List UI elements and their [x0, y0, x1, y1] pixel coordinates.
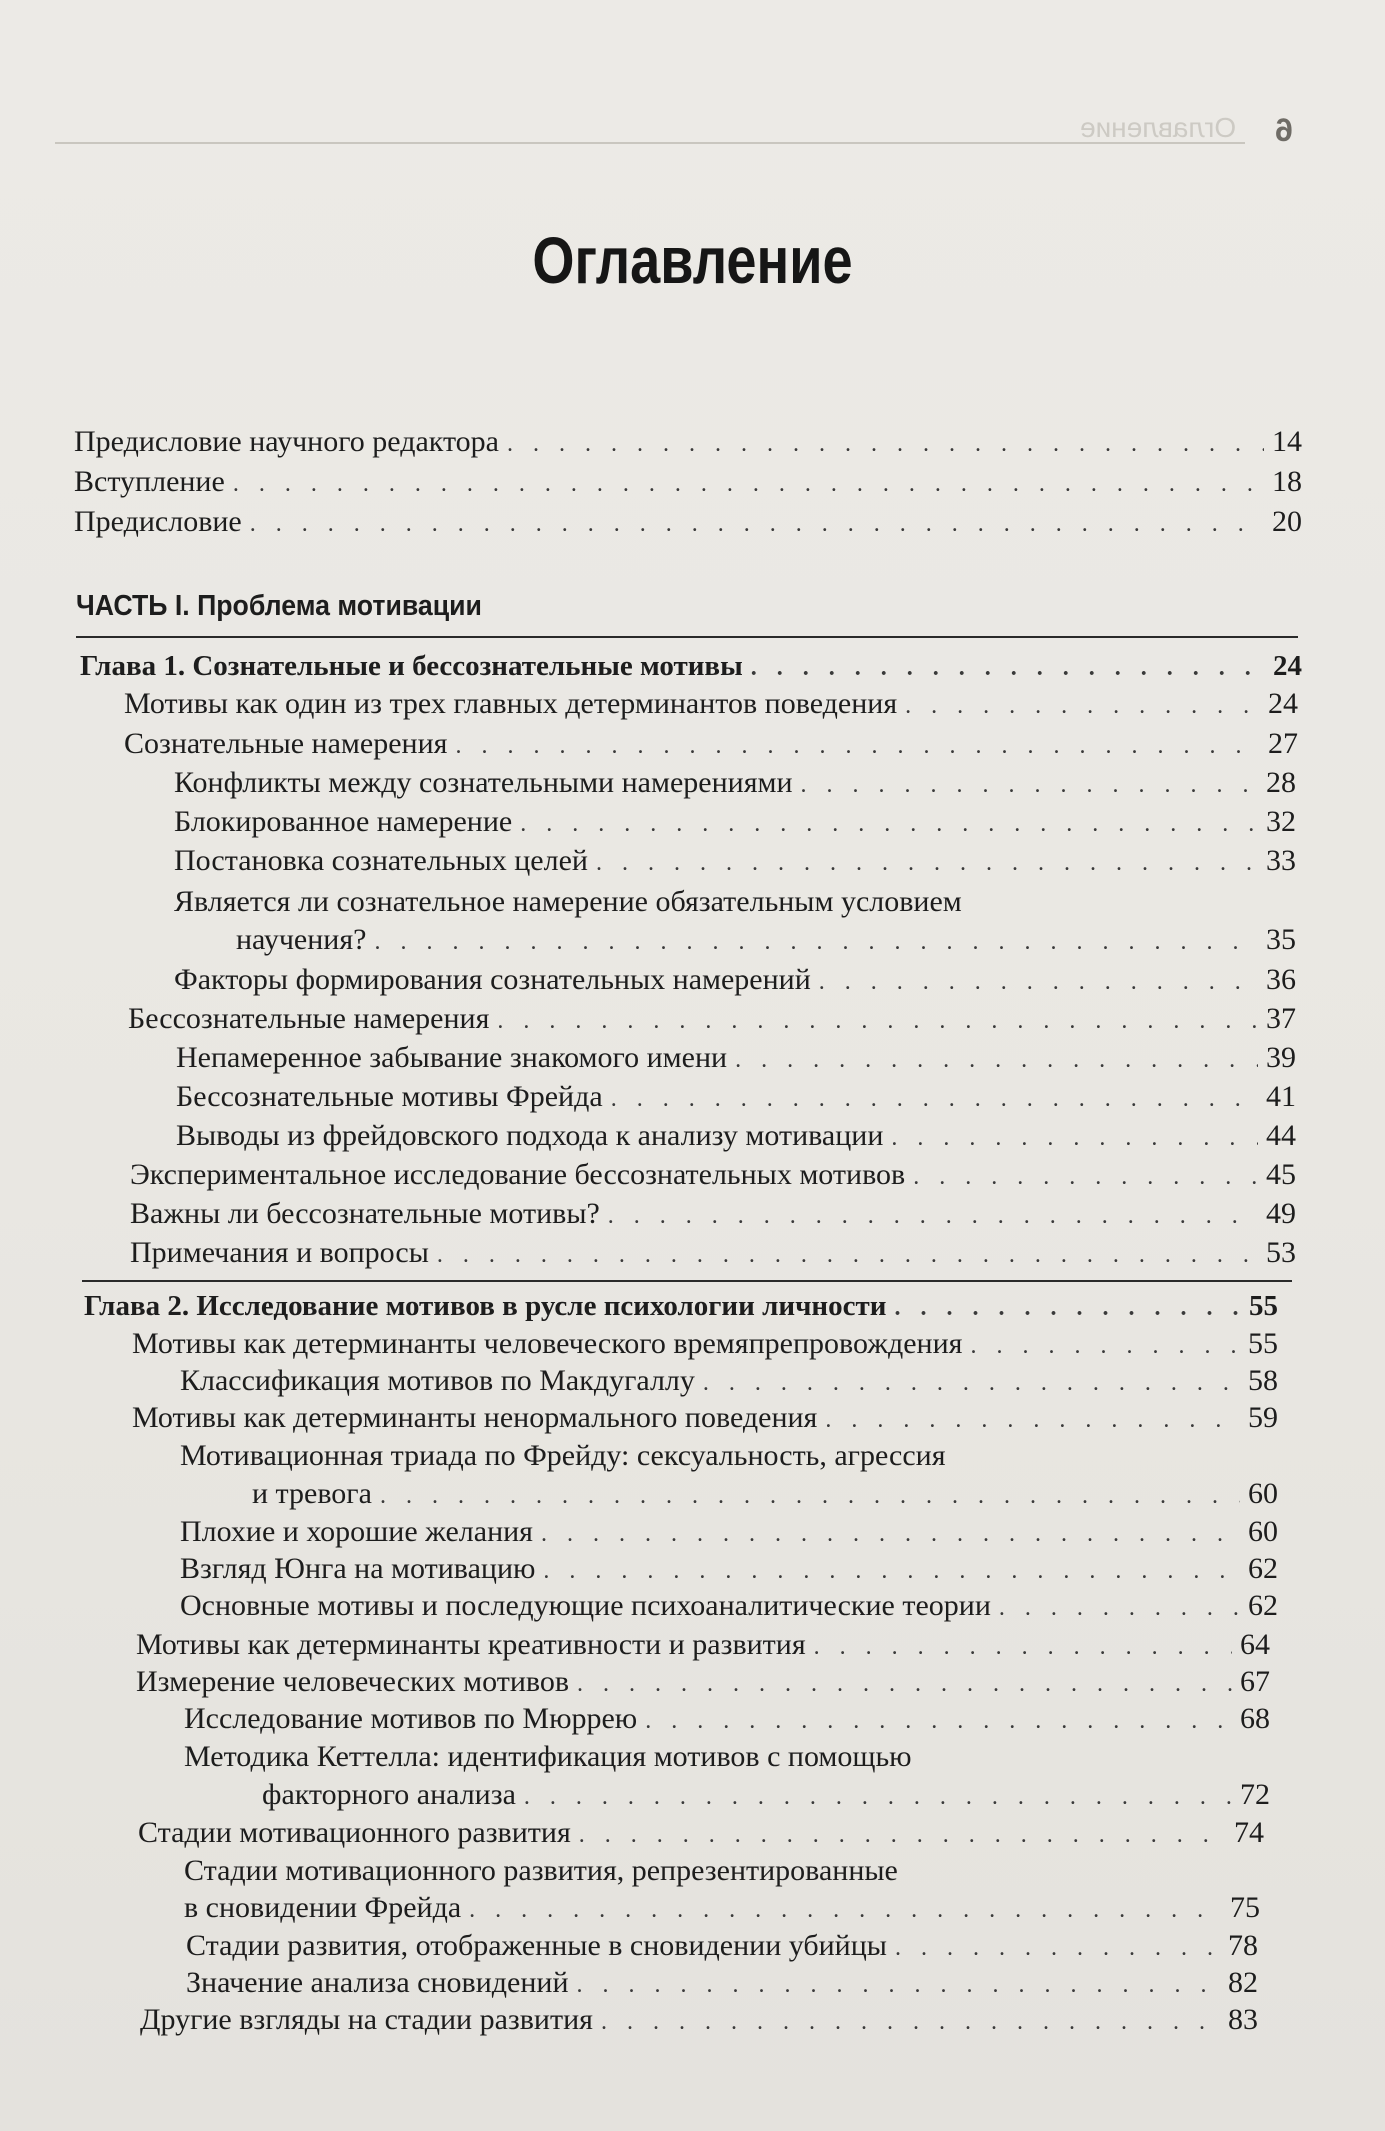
dot-leader: [577, 1967, 1221, 2003]
toc-entry-page: 32: [1266, 805, 1296, 838]
toc-entry: [176, 1079, 1296, 1117]
dot-leader: [579, 1817, 1226, 1853]
toc-entry: [236, 922, 1296, 960]
dot-leader: [645, 1703, 1232, 1739]
toc-entry-page: 27: [1268, 727, 1298, 760]
toc-entry: [132, 1400, 1278, 1438]
toc-entry: [140, 2002, 1258, 2040]
toc-entry-page: 60: [1248, 1477, 1278, 1510]
toc-entry-page: 55: [1248, 1327, 1278, 1360]
toc-entry: [184, 1890, 1260, 1928]
toc-entry-page: 28: [1266, 766, 1296, 799]
dot-leader: [801, 767, 1258, 803]
toc-entry-title: Мотивационная триада по Фрейду: сексуальность, агрессия: [180, 1439, 946, 1472]
dot-leader: [455, 728, 1260, 764]
toc-entry-title: Значение анализа сновидений: [186, 1966, 569, 1999]
toc-entry-title: Классификация мотивов по Макдугаллу: [180, 1364, 695, 1397]
dot-leader: [543, 1553, 1240, 1589]
toc-entry-title: Мотивы как детерминанты человеческого времяпрепровождения: [132, 1327, 963, 1360]
toc-entry-title: Вступление: [74, 465, 225, 498]
toc-entry-page: 36: [1266, 963, 1296, 996]
toc-entry-page: 62: [1248, 1552, 1278, 1585]
dot-leader: [524, 1779, 1232, 1815]
toc-entry-page: 39: [1266, 1041, 1296, 1074]
toc-entry-page: 64: [1240, 1628, 1270, 1661]
toc-entry: [186, 1965, 1258, 2003]
toc-entry-title: Бессознательные намерения: [128, 1002, 490, 1035]
toc-entry-title-continued: и тревога: [252, 1477, 372, 1510]
toc-entry-title: Стадии развития, отображенные в сновидении убийцы: [186, 1929, 887, 1962]
toc-entry-title: Факторы формирования сознательных намерений: [174, 963, 811, 996]
toc-entry-title: Конфликты между сознательными намерениями: [174, 766, 793, 799]
toc-entry-title: Стадии мотивационного развития, репрезентированные: [184, 1854, 898, 1887]
dot-leader: [819, 964, 1258, 1000]
dot-leader: [913, 1159, 1258, 1195]
toc-entry: [74, 464, 1302, 502]
toc-entry: [74, 424, 1302, 462]
toc-entry-title: Выводы из фрейдовского подхода к анализу мотивации: [176, 1119, 884, 1152]
dot-leader: [703, 1365, 1240, 1401]
toc-entry-title-continued: факторного анализа: [262, 1778, 516, 1811]
toc-entry: [176, 1040, 1296, 1078]
chapter-title: Глава 1. Сознательные и бессознательные мотивы: [80, 650, 743, 682]
toc-entry-title: Мотивы как один из трех главных детерминантов поведения: [124, 687, 898, 720]
dot-leader: [596, 845, 1258, 881]
toc-entry: [128, 1001, 1296, 1039]
toc-entry: [136, 1627, 1270, 1665]
toc-entry: [138, 1815, 1264, 1853]
dot-leader: [608, 1198, 1258, 1234]
toc-entry: [262, 1777, 1270, 1815]
toc-entry-page: 37: [1266, 1002, 1296, 1035]
page-title: Оглавление: [532, 223, 853, 297]
dot-leader: [735, 1042, 1258, 1078]
dot-leader: [469, 1892, 1222, 1928]
toc-entry-page: 14: [1272, 425, 1302, 458]
dot-leader: [380, 1478, 1240, 1514]
toc-entry: [124, 726, 1298, 764]
toc-entry-page: 45: [1266, 1158, 1296, 1191]
chapter-page: 55: [1249, 1290, 1278, 1322]
toc-entry-title: Методика Кеттелла: идентификация мотивов с помощью: [184, 1740, 912, 1773]
dot-leader: [970, 1328, 1240, 1364]
toc-entry-title: Стадии мотивационного развития: [138, 1816, 571, 1849]
toc-entry-title: Другие взгляды на стадии развития: [140, 2003, 593, 2036]
toc-entry-page: 75: [1230, 1891, 1260, 1924]
chapter-title: Глава 2. Исследование мотивов в русле психологии личности: [84, 1290, 887, 1322]
toc-entry-title: Взгляд Юнга на мотивацию: [180, 1552, 536, 1585]
dot-leader: [894, 1290, 1241, 1326]
toc-entry-title: Основные мотивы и последующие психоаналитические теории: [180, 1589, 991, 1622]
toc-entry-title-continued: научения?: [236, 923, 367, 956]
toc-entry-page: 68: [1240, 1702, 1270, 1735]
toc-entry-title: Предисловие научного редактора: [74, 425, 499, 458]
toc-entry: [252, 1476, 1278, 1514]
dot-leader: [520, 806, 1258, 842]
toc-entry-page: 49: [1266, 1197, 1296, 1230]
toc-entry-page: 78: [1228, 1929, 1258, 1962]
dot-leader: [437, 1237, 1258, 1273]
toc-entry-page: 44: [1266, 1119, 1296, 1152]
toc-entry: [124, 686, 1298, 724]
toc-entry-page: 41: [1266, 1080, 1296, 1113]
chapter-page: 24: [1273, 650, 1302, 682]
toc-entry-page: 24: [1268, 687, 1298, 720]
dot-leader: [374, 924, 1258, 960]
toc-entry: [174, 804, 1296, 842]
running-title: Оглавление: [1080, 112, 1237, 143]
toc-entry: [132, 1326, 1278, 1364]
dot-leader: [601, 2004, 1220, 2040]
toc-entry: [186, 1928, 1258, 1966]
dot-leader: [507, 426, 1264, 462]
toc-entry-page: 60: [1248, 1515, 1278, 1548]
toc-entry: [180, 1551, 1278, 1589]
toc-entry-page: 53: [1266, 1236, 1296, 1269]
toc-entry: [174, 962, 1296, 1000]
dot-leader: [250, 506, 1264, 542]
toc-entry-title: Сознательные намерения: [124, 727, 448, 760]
chapter-heading: [84, 1288, 1278, 1326]
toc-entry-page: 18: [1272, 465, 1302, 498]
toc-entry-title: Постановка сознательных целей: [174, 844, 588, 877]
toc-entry-title: Мотивы как детерминанты ненормального поведения: [132, 1401, 818, 1434]
toc-entry: [136, 1664, 1270, 1702]
dot-leader: [497, 1003, 1258, 1039]
dot-leader: [825, 1402, 1240, 1438]
toc-entry-page: 35: [1266, 923, 1296, 956]
chapter-heading: [80, 648, 1302, 686]
dot-leader: [905, 688, 1260, 724]
dot-leader: [751, 650, 1265, 686]
toc-entry-page: 83: [1228, 2003, 1258, 2036]
dot-leader: [611, 1081, 1258, 1117]
toc-entry-page: 74: [1234, 1816, 1264, 1849]
toc-entry-title: Исследование мотивов по Мюррею: [184, 1702, 638, 1735]
dot-leader: [233, 466, 1264, 502]
toc-entry-title: Непамеренное забывание знакомого имени: [176, 1041, 728, 1074]
toc-entry-page: 67: [1240, 1665, 1270, 1698]
toc-entry-title: Важны ли бессознательные мотивы?: [130, 1197, 600, 1230]
toc-entry-title: Блокированное намерение: [174, 805, 513, 838]
toc-entry: [174, 765, 1296, 803]
toc-entry-title: Мотивы как детерминанты креативности и развития: [136, 1628, 806, 1661]
toc-entry-page: 33: [1266, 844, 1296, 877]
chapter-rule: [82, 1280, 1292, 1282]
toc-entry-title: Примечания и вопросы: [130, 1236, 429, 1269]
toc-entry: [130, 1196, 1296, 1234]
toc-entry: [130, 1235, 1296, 1273]
toc-entry: [174, 843, 1296, 881]
toc-entry-page: 72: [1240, 1778, 1270, 1811]
dot-leader: [814, 1629, 1232, 1665]
toc-entry-page: 82: [1228, 1966, 1258, 1999]
dot-leader: [895, 1930, 1220, 1966]
part-heading: ЧАСТЬ I. Проблема мотивации: [76, 590, 482, 622]
header-rule: [55, 142, 1245, 144]
toc-entry-title: Бессознательные мотивы Фрейда: [176, 1080, 603, 1113]
toc-entry-page: 20: [1272, 505, 1302, 538]
toc-entry-title: Плохие и хорошие желания: [180, 1515, 533, 1548]
dot-leader: [541, 1516, 1240, 1552]
toc-entry-page: 58: [1248, 1364, 1278, 1397]
toc-entry: [184, 1701, 1270, 1739]
toc-entry-title: Измерение человеческих мотивов: [136, 1665, 570, 1698]
toc-entry: [74, 504, 1302, 542]
toc-entry-title: Является ли сознательное намерение обязательным условием: [174, 885, 962, 918]
dot-leader: [891, 1120, 1258, 1156]
dot-leader: [999, 1590, 1240, 1626]
toc-entry: [180, 1363, 1278, 1401]
toc-entry: [180, 1514, 1278, 1552]
page-number: 6: [1275, 112, 1293, 148]
toc-entry: [176, 1118, 1296, 1156]
toc-entry: [180, 1588, 1278, 1626]
toc-entry-title: Предисловие: [74, 505, 242, 538]
part-rule: [76, 636, 1298, 638]
dot-leader: [577, 1666, 1232, 1702]
toc-entry-title: Экспериментальное исследование бессознательных мотивов: [130, 1158, 906, 1191]
toc-entry-page: 59: [1248, 1401, 1278, 1434]
toc-entry-page: 62: [1248, 1589, 1278, 1622]
toc-entry: [130, 1157, 1296, 1195]
toc-entry-title-continued: в сновидении Фрейда: [184, 1891, 462, 1924]
